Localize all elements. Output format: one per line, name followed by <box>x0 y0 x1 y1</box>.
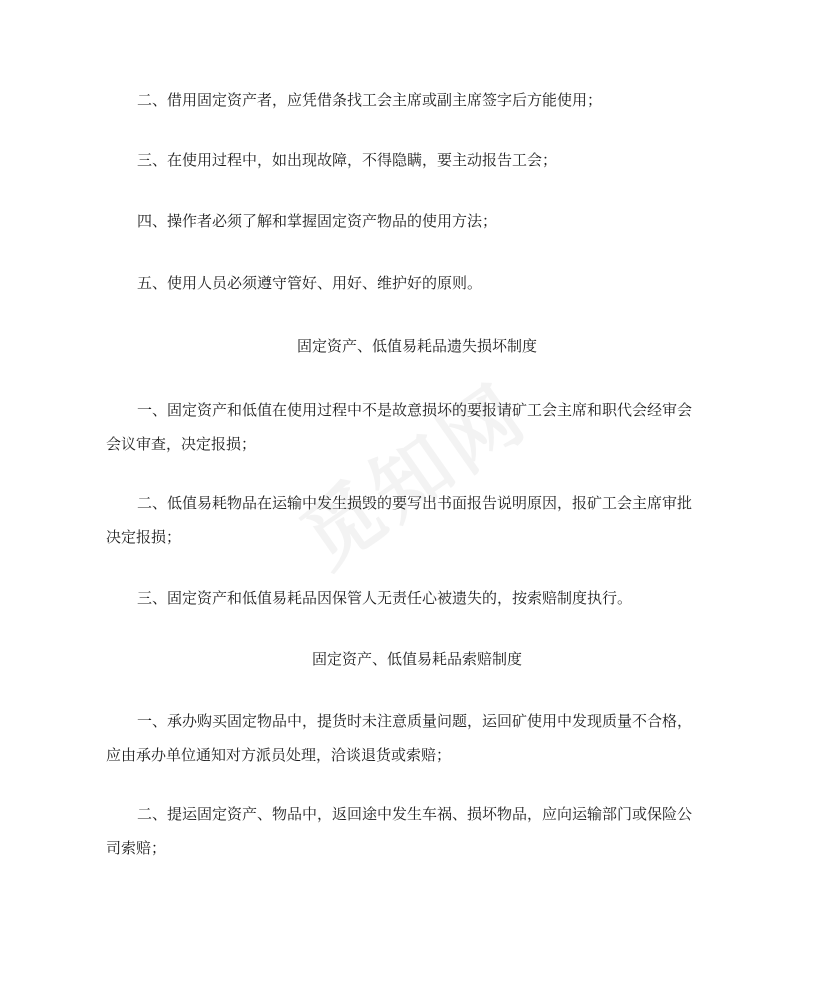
section-heading-compensation: 固定资产、低值易耗品索赔制度 <box>311 650 522 668</box>
paragraph-line: 二、提运固定资产、物品中，返回途中发生车祸、损坏物品，应向运输部门或保险公 <box>137 805 693 823</box>
paragraph-line: 二、低值易耗物品在运输中发生损毁的要写出书面报告说明原因，报矿工会主席审批 <box>137 494 693 512</box>
paragraph-line: 三、固定资产和低值易耗品因保管人无责任心被遗失的，按索赔制度执行。 <box>137 589 633 607</box>
paragraph-borrow-approval <box>106 83 728 117</box>
paragraph-usage-principle <box>106 266 728 300</box>
paragraph-line: 司索赔； <box>106 839 167 857</box>
paragraph-line: 一、承办购买固定物品中，提货时未注意质量问题，运回矿使用中发现质量不合格， <box>137 712 693 730</box>
paragraph-line: 三、在使用过程中，如出现故障，不得隐瞒，要主动报告工会； <box>137 151 558 169</box>
paragraph-quality-claim <box>106 704 728 772</box>
paragraph-line: 会议审查，决定报损； <box>106 435 257 453</box>
paragraph-accident-claim <box>106 797 728 865</box>
paragraph-operator-knowledge <box>106 204 728 238</box>
section-heading-loss-damage: 固定资产、低值易耗品遗失损坏制度 <box>296 337 537 355</box>
paragraph-line: 应由承办单位通知对方派员处理，洽谈退货或索赔； <box>106 746 452 764</box>
paragraph-line: 决定报损； <box>106 528 182 546</box>
paragraph-line: 二、借用固定资产者，应凭借条找工会主席或副主席签字后方能使用； <box>137 91 603 109</box>
paragraph-non-intentional-damage <box>106 393 728 461</box>
paragraph-line: 一、固定资产和低值在使用过程中不是故意损坏的要报请矿工会主席和职代会经审会 <box>137 401 693 419</box>
paragraph-line: 四、操作者必须了解和掌握固定资产物品的使用方法； <box>137 212 498 230</box>
paragraph-lost-items <box>106 581 728 615</box>
paragraph-line: 五、使用人员必须遵守管好、用好、维护好的原则。 <box>137 274 483 292</box>
paragraph-transport-damage <box>106 486 728 554</box>
paragraph-report-fault <box>106 143 728 177</box>
